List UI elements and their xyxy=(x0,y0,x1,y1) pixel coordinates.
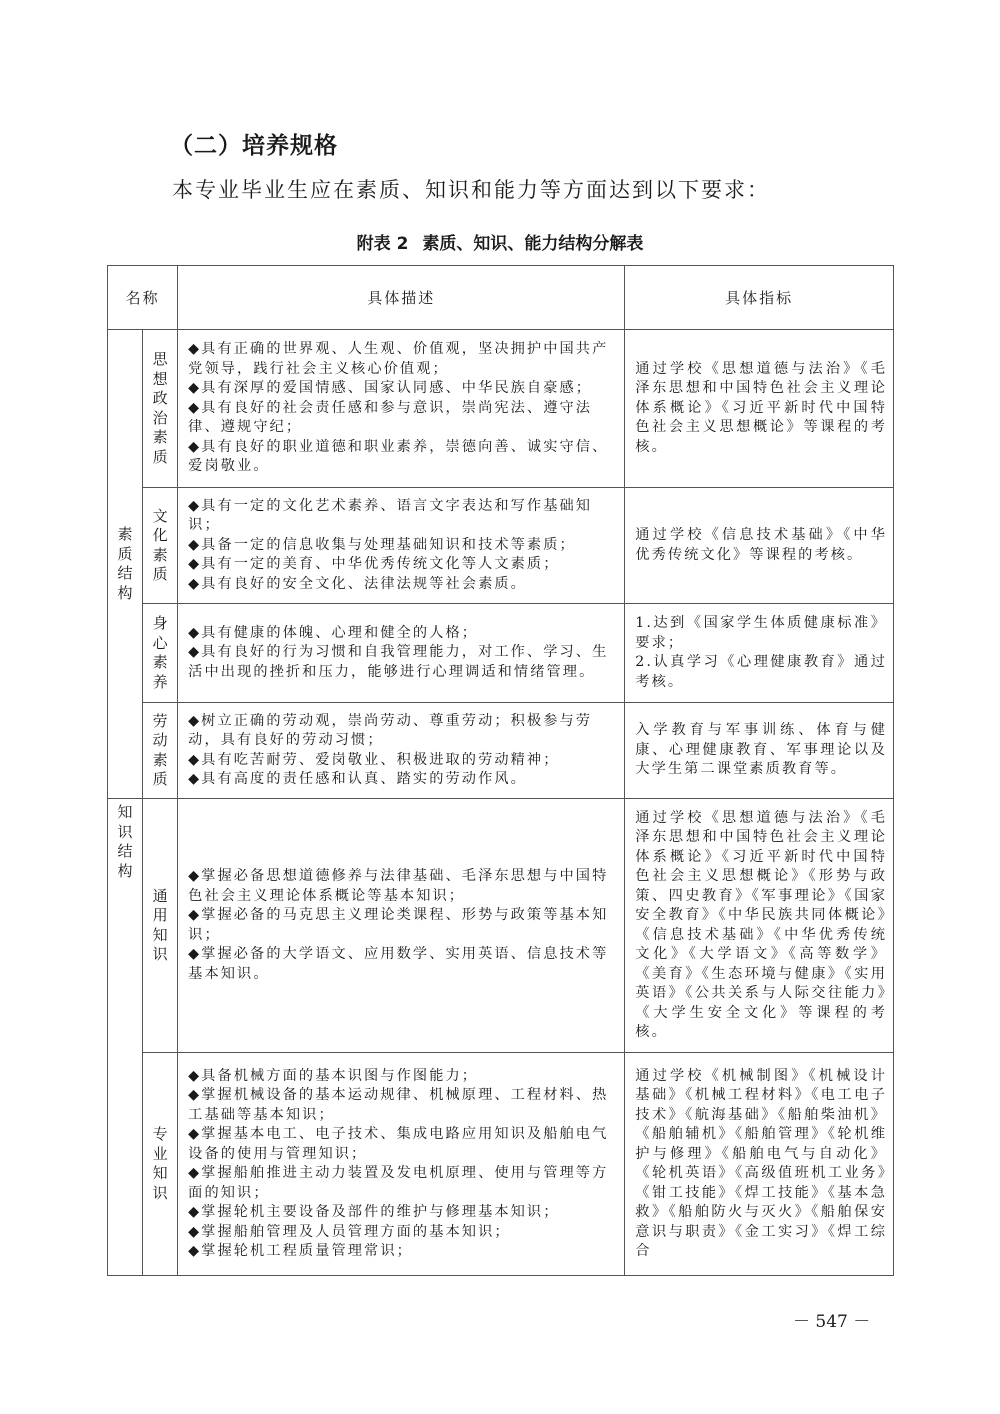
indicator-item: 通过学校《思想道德与法治》《毛泽东思想和中国特色社会主义理论体系概论》《习近平新时代中国特色社会主义思想概论》等课程的考核。 xyxy=(635,360,887,455)
category-name: 思想政治素质 xyxy=(152,350,168,466)
table-caption xyxy=(0,229,1000,254)
category-cell xyxy=(143,330,178,488)
category-name: 专业知识 xyxy=(152,1125,168,1202)
description-item: ◆具有一定的美育、中华优秀传统文化等人文素质； xyxy=(188,556,560,573)
table-row xyxy=(108,703,894,799)
table-header-row xyxy=(108,266,894,330)
table-caption-label: 附表 2 xyxy=(356,234,409,254)
description-item: ◆具有良好的行为习惯和自我管理能力，对工作、学习、生活中出现的挫折和压力，能够进行心理调适和情绪管理。 xyxy=(188,644,609,680)
indicator-item: 入学教育与军事训练、体育与健康、心理健康教育、军事理论以及大学生第二课堂素质教育等。 xyxy=(635,722,887,778)
table-row xyxy=(108,799,894,1053)
description-cell xyxy=(178,330,625,488)
description-item: ◆具备一定的信息收集与处理基础知识和技术等素质； xyxy=(188,536,576,553)
group-name-cell xyxy=(108,330,143,799)
header-description: 具体描述 xyxy=(178,266,625,330)
intro-paragraph: 本专业毕业生应在素质、知识和能力等方面达到以下要求： xyxy=(172,178,770,202)
indicator-cell xyxy=(625,1053,894,1276)
table-row xyxy=(108,330,894,488)
indicator-cell xyxy=(625,799,894,1053)
indicator-cell xyxy=(625,330,894,488)
table-row xyxy=(108,1053,894,1276)
indicator-item: 通过学校《机械制图》《机械设计基础》《机械工程材料》《电工电子技术》《航海基础》《船舶柴油机》《船舶辅机》《船舶管理》《轮机维护与修理》《船舶电气与自动化》《轮机英语》《高级值班机工业务》《钳工技能》《焊工技能》《基本急救》《船舶防火与灭火》《船舶保安意识与职责》《金工实习》《焊工综合 xyxy=(635,1067,887,1259)
group-name: 知识结构 xyxy=(117,803,133,880)
category-cell xyxy=(143,799,178,1053)
table-row xyxy=(108,488,894,604)
description-item: ◆掌握机械设备的基本运动规律、机械原理、工程材料、热工基础等基本知识； xyxy=(188,1087,609,1123)
indicator-item: 通过学校《思想道德与法治》《毛泽东思想和中国特色社会主义理论体系概论》《习近平新时代中国特色社会主义思想概论》《形势与政策、四史教育》《军事理论》《国家安全教育》《中华民族共同体概论》《信息技术基础》《中华优秀传统文化》《大学语文》《高等数学》《美育》《生态环境与健康》《实用英语》《公共关系与人际交往能力》《大学生安全文化》等课程的考核。 xyxy=(635,809,887,1040)
description-item: ◆具有健康的体魄、心理和健全的人格； xyxy=(188,624,479,641)
description-cell xyxy=(178,1053,625,1276)
indicator-item: 1.达到《国家学生体质健康标准》要求； xyxy=(635,615,887,651)
group-name-cell xyxy=(108,799,143,1276)
description-item: ◆掌握必备的大学语文、应用数学、实用英语、信息技术等基本知识。 xyxy=(188,946,609,982)
indicator-cell xyxy=(625,703,894,799)
description-item: ◆树立正确的劳动观，崇尚劳动、尊重劳动；积极参与劳动，具有良好的劳动习惯； xyxy=(188,712,593,748)
category-name: 身心素养 xyxy=(152,614,168,691)
indicator-item: 通过学校《信息技术基础》《中华优秀传统文化》等课程的考核。 xyxy=(635,527,887,563)
header-name: 名称 xyxy=(108,266,178,330)
structure-table xyxy=(107,265,894,1276)
indicator-cell xyxy=(625,488,894,604)
indicator-cell xyxy=(625,604,894,703)
table-row xyxy=(108,604,894,703)
table-body xyxy=(108,330,894,1276)
description-item: ◆掌握轮机工程质量管理常识； xyxy=(188,1243,413,1259)
description-item: ◆掌握轮机主要设备及部件的维护与修理基本知识； xyxy=(188,1204,560,1220)
description-item: ◆具有高度的责任感和认真、踏实的劳动作风。 xyxy=(188,771,527,787)
category-name: 通用知识 xyxy=(152,886,168,963)
description-item: ◆具有深厚的爱国情感、国家认同感、中华民族自豪感； xyxy=(188,380,593,397)
page-number: － 547 － xyxy=(793,1312,871,1332)
category-cell xyxy=(143,488,178,604)
description-cell xyxy=(178,703,625,799)
category-name: 劳动素质 xyxy=(152,711,168,788)
description-cell xyxy=(178,604,625,703)
description-item: ◆掌握船舶推进主动力装置及发电机原理、使用与管理等方面的知识； xyxy=(188,1165,609,1201)
category-cell xyxy=(143,1053,178,1276)
indicator-item: 2.认真学习《心理健康教育》通过考核。 xyxy=(635,654,887,690)
description-cell xyxy=(178,799,625,1053)
category-name: 文化素质 xyxy=(152,506,168,583)
description-item: ◆掌握必备思想道德修养与法律基础、毛泽东思想与中国特色社会主义理论体系概论等基本知识； xyxy=(188,868,609,904)
description-item: ◆具有良好的社会责任感和参与意识，崇尚宪法、遵守法律、遵规守纪； xyxy=(188,399,593,436)
section-title: （二）培养规格 xyxy=(170,133,338,159)
table-caption-title: 素质、知识、能力结构分解表 xyxy=(422,234,644,254)
description-item: ◆具有一定的文化艺术素养、语言文字表达和写作基础知识； xyxy=(188,497,593,534)
category-cell xyxy=(143,604,178,703)
group-name: 素质结构 xyxy=(117,525,133,602)
description-item: ◆具有良好的职业道德和职业素养，崇德向善、诚实守信、爱岗敬业。 xyxy=(188,438,609,475)
description-item: ◆具有良好的安全文化、法律法规等社会素质。 xyxy=(188,575,527,592)
description-cell xyxy=(178,488,625,604)
description-item: ◆掌握必备的马克思主义理论类课程、形势与政策等基本知识； xyxy=(188,907,609,943)
description-item: ◆具备机械方面的基本识图与作图能力； xyxy=(188,1067,479,1084)
description-item: ◆具有吃苦耐劳、爱岗敬业、积极进取的劳动精神； xyxy=(188,751,560,768)
category-cell xyxy=(143,703,178,799)
description-item: ◆掌握船舶管理及人员管理方面的基本知识； xyxy=(188,1223,511,1240)
description-item: ◆具有正确的世界观、人生观、价值观，坚决拥护中国共产党领导，践行社会主义核心价值观； xyxy=(188,341,609,377)
header-indicator: 具体指标 xyxy=(625,266,894,330)
description-item: ◆掌握基本电工、电子技术、集成电路应用知识及船舶电气设备的使用与管理知识； xyxy=(188,1126,609,1162)
